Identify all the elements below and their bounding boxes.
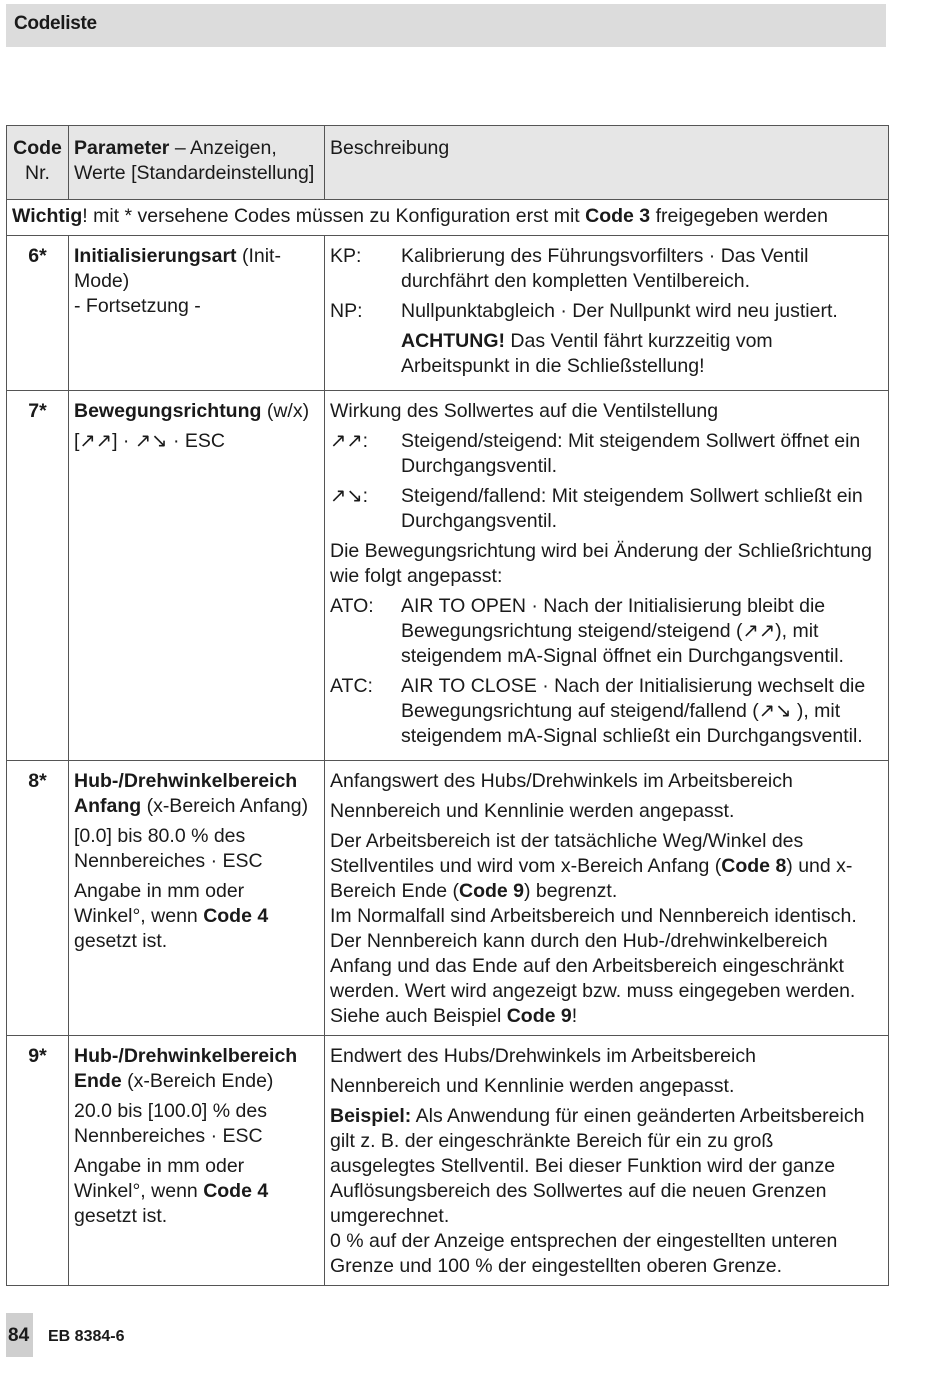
parameter-cell: Hub-/Drehwinkelbereich Anfang (x-Bereich Anfang) [0.0] bis 80.0 % des Nennbereiches · ESC Angabe in mm oder Winkel°, wenn Code 4 gesetzt ist. — [69, 761, 325, 1036]
table-header-row — [7, 126, 889, 200]
note-text: Wichtig! mit * versehene Codes müssen zu Konfiguration erst mit Code 3 freigegeben werden — [7, 200, 889, 236]
table-row — [7, 391, 889, 761]
code-number: 9* — [7, 1036, 69, 1286]
code-number: 6* — [7, 236, 69, 391]
code-list-table — [6, 125, 889, 1286]
code-number: 8* — [7, 761, 69, 1036]
header-parameter: Parameter – Anzeigen, Werte [Standardeinstellung] — [69, 126, 325, 200]
note-row — [7, 200, 889, 236]
table-row — [7, 236, 889, 391]
document-id: EB 8384-6 — [48, 1328, 125, 1345]
description-cell: Wirkung des Sollwertes auf die Ventilstellung ↗↗: Steigend/steigend: Mit steigendem Sollwert öffnet ein Durchgangsventil. ↗↘: Steigend/fallend: Mit steigendem Sollwert schließt ein Durchgangsventil. Die Bewegungsrichtung wird bei Änderung der Schließrichtung wie folgt angepasst: ATO: AIR TO OPEN · Nach der Initialisierung bleibt die Bewegungsrichtung steigend/steigend (↗↗), mit steigendem mA-Signal öffnet ein Durchgangsventil. ATC: AIR TO CLOSE · Nach der Initialisierung wechselt die Bewegungsrichtung auf steigend/fallend (↗↘ ), mit steigendem mA-Signal schließt ein Durchgangsventil. — [325, 391, 889, 761]
table-row — [7, 761, 889, 1036]
header-code: Code Nr. — [7, 126, 69, 200]
description-cell: KP: Kalibrierung des Führungsvorfilters · Das Ventil durchfährt den kompletten Ventilbereich. NP: Nullpunktabgleich · Der Nullpunkt wird neu justiert. ACHTUNG! Das Ventil fährt kurzzeitig vom Arbeitspunkt in die Schließstellung! — [325, 236, 889, 391]
description-cell: Endwert des Hubs/Drehwinkels im Arbeitsbereich Nennbereich und Kennlinie werden angepasst. Beispiel: Als Anwendung für einen geänderten Arbeitsbereich gilt z. B. der eingeschränkte Bereich für ein zu groß ausgelegtes Stellventil. Bei dieser Funktion wird der ganze Auflösungsbereich des Sollwertes auf die neuen Grenzen umgerechnet. 0 % auf der Anzeige entsprechen der eingestellten unteren Grenze und 100 % der eingestellten oberen Grenze. — [325, 1036, 889, 1286]
code-number: 7* — [7, 391, 69, 761]
parameter-cell: Hub-/Drehwinkelbereich Ende (x-Bereich Ende) 20.0 bis [100.0] % des Nennbereiches · ESC Angabe in mm oder Winkel°, wenn Code 4 gesetzt ist. — [69, 1036, 325, 1286]
page-title: Codeliste — [14, 13, 97, 34]
page-number: 84 — [8, 1325, 30, 1346]
table-row — [7, 1036, 889, 1286]
header-bar — [6, 4, 886, 47]
parameter-cell: Initialisierungsart (Init-Mode) - Fortsetzung - — [69, 236, 325, 391]
header-description: Beschreibung — [325, 126, 889, 200]
parameter-cell: Bewegungsrichtung (w/x) [↗↗] · ↗↘ · ESC — [69, 391, 325, 761]
description-cell: Anfangswert des Hubs/Drehwinkels im Arbeitsbereich Nennbereich und Kennlinie werden angepasst. Der Arbeitsbereich ist der tatsächliche Weg/Winkel des Stellventiles und wird vom x-Bereich Anfang (Code 8) und x-Bereich Ende (Code 9) begrenzt. Im Normalfall sind Arbeitsbereich und Nennbereich identisch. Der Nennbereich kann durch den Hub-/drehwinkelbereich Anfang und das Ende auf den Arbeitsbereich eingeschränkt werden. Wert wird angezeigt bzw. muss eingegeben werden. Siehe auch Beispiel Code 9! — [325, 761, 889, 1036]
